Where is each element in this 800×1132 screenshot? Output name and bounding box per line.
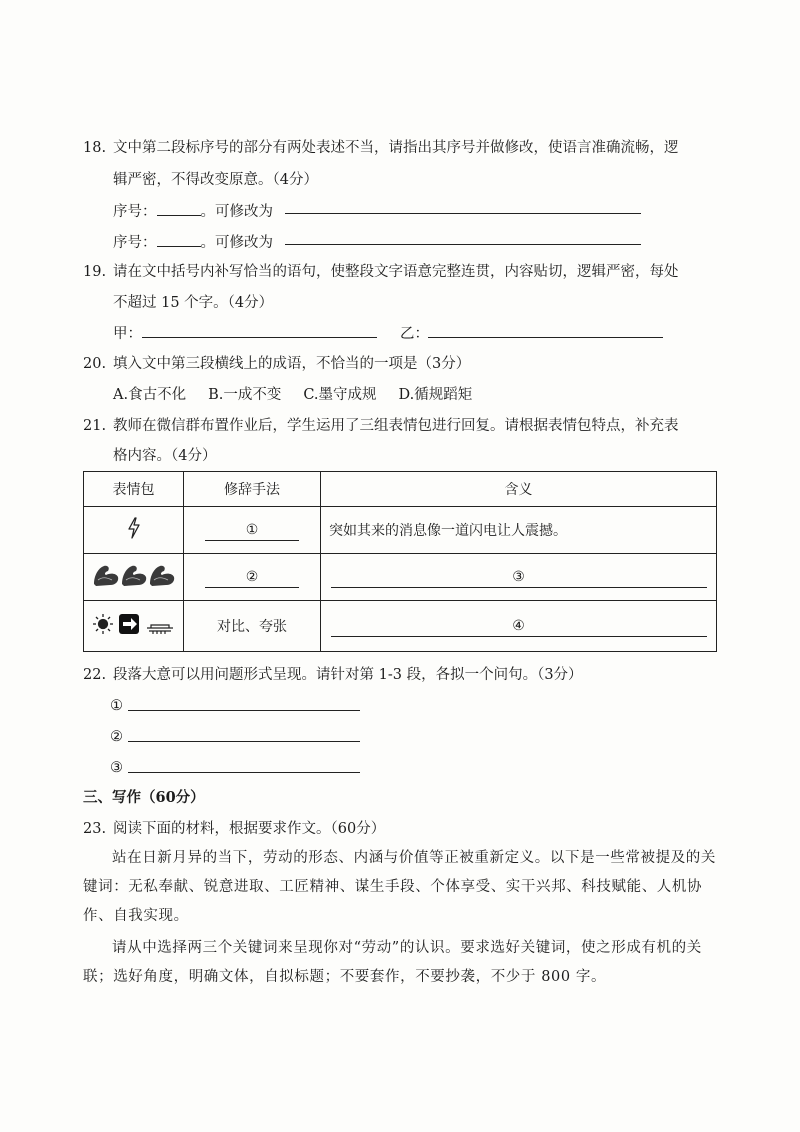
- flexed-biceps-icon: [92, 562, 176, 588]
- r2-rhetoric-blank[interactable]: ②: [205, 567, 299, 588]
- q20-number: 20.: [83, 356, 107, 372]
- q18-fill1-answer-line[interactable]: [285, 213, 641, 214]
- q20-options: [113, 385, 494, 405]
- q22-answer-line-1[interactable]: [128, 710, 360, 711]
- q23-line1: [83, 819, 385, 839]
- q19-yi-label: 乙：: [400, 326, 429, 342]
- q20-option-a[interactable]: A.食古不化: [113, 387, 187, 403]
- q19-yi-line[interactable]: [428, 337, 663, 338]
- q22-number: 22.: [83, 667, 107, 683]
- q18-fill2-label2: 。可修改为: [200, 235, 273, 251]
- q20-text1: 填入文中第三段横线上的成语，不恰当的一项是（3分）: [113, 356, 471, 372]
- q22-mark-1: ①: [110, 698, 123, 714]
- q23-number: 23.: [83, 821, 107, 837]
- q22-text1: 段落大意可以用问题形式呈现。请针对第 1-3 段，各拟一个问句。（3分）: [113, 667, 583, 683]
- q21-line1: [83, 416, 679, 436]
- q21-text1: 教师在微信群布置作业后，学生运用了三组表情包进行回复。请根据表情包特点，补充表: [113, 418, 679, 434]
- q18-text1: 文中第二段标序号的部分有两处表述不当，请指出其序号并做修改，使语言准确流畅，逻: [113, 140, 679, 156]
- q18-fill2-label: 序号：: [113, 235, 157, 251]
- q19-number: 19.: [83, 264, 107, 280]
- r3-meaning-cell: [321, 601, 717, 652]
- q22-answer-line-3[interactable]: [128, 772, 360, 773]
- muscle-emoji-cell: [84, 554, 184, 601]
- r1-rhetoric-blank[interactable]: ①: [205, 520, 299, 541]
- q18-number: 18.: [83, 140, 107, 156]
- section-writing-title: 三、写作（60分）: [83, 789, 205, 806]
- table-header-meaning: 含义: [321, 472, 717, 507]
- table-header-rhetoric: 修辞手法: [184, 472, 321, 507]
- q19-jia-label: 甲：: [113, 326, 142, 342]
- q20-option-d[interactable]: D.循规蹈矩: [398, 387, 473, 403]
- q21-line2: 格内容。（4分）: [113, 448, 217, 464]
- r2-rhetoric-cell: [184, 554, 321, 601]
- q19-line2: 不超过 15 个字。（4分）: [113, 295, 274, 311]
- q18-fill2-blank[interactable]: [157, 232, 201, 247]
- r1-meaning-cell: 突如其来的消息像一道闪电让人震撼。: [321, 507, 717, 554]
- q23-material-paragraph: 站在日新月异的当下，劳动的形态、内涵与价值等正被重新定义。以下是一些常被提及的关键词：无私奉献、锐意进取、工匠精神、谋生手段、个体享受、实干兴邦、科技赋能、人机协作、自我实现。: [83, 850, 716, 924]
- r2-meaning-blank[interactable]: ③: [331, 567, 707, 588]
- lightning-emoji-cell: [84, 507, 184, 554]
- q21-number: 21.: [83, 418, 107, 434]
- q22-answer-line-2[interactable]: [128, 741, 360, 742]
- q20-option-c[interactable]: C.墨守成规: [303, 387, 377, 403]
- q20-line1: [83, 354, 470, 374]
- q18-line1: [83, 138, 679, 158]
- r1-rhetoric-cell: [184, 507, 321, 554]
- q19-line1: [83, 262, 679, 282]
- q23-text1: 阅读下面的材料，根据要求作文。（60分）: [113, 821, 386, 837]
- q20-option-b[interactable]: B.一成不变: [208, 387, 282, 403]
- q19-text1: 请在文中括号内补写恰当的语句，使整段文字语意完整连贯，内容贴切，逻辑严密，每处: [113, 264, 679, 280]
- r3-meaning-blank[interactable]: ④: [331, 616, 707, 637]
- q22-mark-2: ②: [110, 729, 123, 745]
- q19-jia-line[interactable]: [142, 337, 377, 338]
- q21-table: [83, 471, 717, 652]
- q18-fill1-label2: 。可修改为: [200, 204, 273, 220]
- q23-requirement-paragraph: 请从中选择两三个关键词来呈现你对“劳动”的认识。要求选好关键词，使之形成有机的关联；选好角度，明确文体，自拟标题；不要套作，不要抄袭，不少于 800 字。: [83, 940, 702, 985]
- q18-fill1-blank[interactable]: [157, 201, 201, 216]
- q18-fill1-label: 序号：: [113, 204, 157, 220]
- sun-arrow-sleep-icon: [91, 612, 177, 636]
- r2-meaning-cell: [321, 554, 717, 601]
- q22-mark-3: ③: [110, 760, 123, 776]
- q18-fill2: [113, 232, 273, 253]
- sun-arrow-boat-emoji-cell: [84, 601, 184, 652]
- r3-rhetoric-cell: 对比、夸张: [184, 601, 321, 652]
- table-header-emoji: 表情包: [84, 472, 184, 507]
- q22-line1: [83, 665, 583, 685]
- q18-fill1: [113, 201, 273, 222]
- lightning-icon: [127, 517, 141, 539]
- q18-line2: 辑严密，不得改变原意。（4分）: [113, 172, 318, 188]
- q18-fill2-answer-line[interactable]: [285, 244, 641, 245]
